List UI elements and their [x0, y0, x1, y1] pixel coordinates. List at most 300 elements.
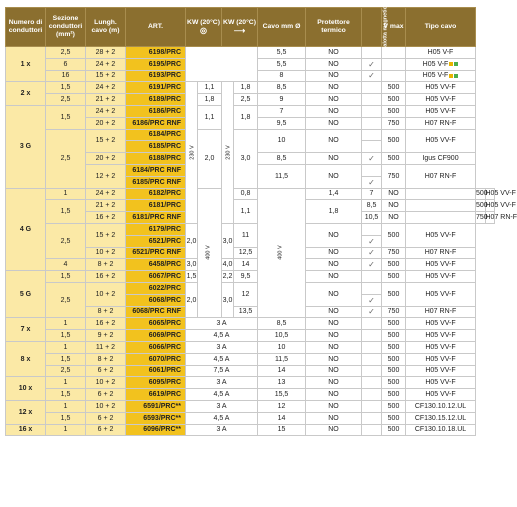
cell-lungh: 10 + 2 — [86, 247, 126, 259]
cell-v: 500 — [382, 105, 406, 117]
cell-cavo: 5,5 — [258, 58, 306, 70]
cell-sezione: 1,5 — [46, 200, 86, 224]
cell-cavo: 8 — [258, 70, 306, 82]
cell-tipo: H05 VV-F — [406, 341, 476, 353]
cell-prot: NO — [306, 129, 362, 153]
cell-v: 500 — [382, 412, 406, 424]
group-label: 3 G — [6, 105, 46, 188]
cell-cavo: 8,5 — [362, 200, 382, 212]
cell-cal — [362, 223, 382, 235]
cell-art: 6521/PRC — [126, 235, 186, 247]
cell-prot: NO — [382, 200, 406, 212]
cell-art: 6181/PRC RNF — [126, 212, 186, 224]
cell-ampere: 3 A — [186, 400, 258, 412]
cell-v: 500 — [382, 259, 406, 271]
header-numero: Numero di conduttori — [6, 8, 46, 47]
cell-v: 750 — [382, 306, 406, 318]
cell-lungh: 6 + 2 — [86, 389, 126, 401]
cell-cavo: 12,5 — [234, 247, 258, 259]
cell-sezione: 2,5 — [46, 47, 86, 59]
cell-sezione: 1 — [46, 188, 86, 200]
cell-cavo: 12 — [258, 400, 306, 412]
table-row — [6, 223, 495, 235]
cell-tipo: H05 VV-F — [406, 271, 476, 283]
cell-cal — [362, 94, 382, 106]
cell-cal — [362, 341, 382, 353]
table-row — [6, 400, 495, 412]
group-label: 16 x — [6, 424, 46, 436]
cell-lungh: 9 + 2 — [86, 330, 126, 342]
cell-sezione: 1 — [46, 377, 86, 389]
cell-cavo: 7 — [362, 188, 382, 200]
cell-art: 6067/PRC — [126, 271, 186, 283]
voltage-230-a — [186, 82, 198, 224]
cell-sezione: 2,5 — [46, 223, 86, 258]
cell-lungh: 16 + 2 — [86, 271, 126, 283]
table-row — [6, 330, 495, 342]
cell-cal: ✓ — [362, 247, 382, 259]
header-kw2 — [222, 8, 258, 47]
cell-art: 6619/PRC — [126, 389, 186, 401]
cell-art: 6186/PRC RNF — [126, 117, 186, 129]
cell-kw1: 2,0 — [198, 129, 222, 188]
voltage-400-b — [258, 188, 306, 318]
cell-prot: NO — [306, 223, 362, 247]
group-label: 2 x — [6, 82, 46, 106]
voltage-230-b-label: 230 V — [225, 145, 232, 160]
cell-cal — [362, 129, 382, 141]
cell-art: 6185/PRC RNF — [126, 176, 186, 188]
cell-art: 6521/PRC RNF — [126, 247, 186, 259]
cell-kw2: 1,8 — [234, 105, 258, 129]
cell-tipo: H05 VV-F — [406, 389, 476, 401]
cell-sezione: 1 — [46, 318, 86, 330]
cell-cal — [362, 412, 382, 424]
cell-v: 500 — [382, 389, 406, 401]
cell-cavo: 8,5 — [258, 82, 306, 94]
table-row — [6, 105, 495, 117]
cell-art: 6184/PRC — [126, 129, 186, 141]
group-label: 5 G — [6, 271, 46, 318]
cell-kw2: 2,5 — [234, 94, 258, 106]
cell-lungh: 16 + 2 — [86, 318, 126, 330]
cell-sezione: 2,5 — [46, 94, 86, 106]
yellow-square-icon — [449, 62, 453, 66]
cell-tipo: H05 VV-F — [406, 330, 476, 342]
cell-tipo — [406, 58, 476, 70]
cell-cavo: 14 — [258, 412, 306, 424]
cell-art: 6182/PRC — [126, 188, 186, 200]
yellow-square-icon — [449, 74, 453, 78]
cell-tipo: H05 VV-F — [485, 188, 495, 200]
cell-lungh: 20 + 2 — [86, 153, 126, 165]
table-row — [6, 377, 495, 389]
cell-art: 6096/PRC** — [126, 424, 186, 436]
cell-art: 6179/PRC — [126, 223, 186, 235]
cell-sezione: 1,5 — [46, 353, 86, 365]
header-kw2-label: KW (20°C) — [223, 18, 256, 26]
cell-v: 500 — [382, 400, 406, 412]
cell-cavo: 15,5 — [258, 389, 306, 401]
cell-cal — [406, 188, 476, 200]
cell-kw2: 3,0 — [222, 282, 234, 317]
header-kw1 — [186, 8, 222, 47]
cell-kw1: 3,0 — [186, 259, 198, 271]
cell-tipo: H05 VV-F — [406, 94, 476, 106]
table-row — [6, 365, 495, 377]
cell-tipo — [406, 47, 476, 59]
cell-sezione: 1,5 — [46, 330, 86, 342]
cell-tipo: H07 RN-F — [406, 117, 476, 129]
cell-prot: NO — [306, 424, 362, 436]
header-calotta-label: Calotta magnetica — [382, 3, 389, 51]
cell-cal — [362, 282, 382, 294]
cell-sezione: 1,5 — [46, 105, 86, 129]
cell-kw1: 1,5 — [186, 271, 198, 283]
cell-art: 6198/PRC — [126, 47, 186, 59]
cell-art: 6191/PRC — [126, 82, 186, 94]
green-square-icon — [454, 62, 458, 66]
cell-sezione: 1,5 — [46, 82, 86, 94]
cell-cal: ✓ — [362, 259, 382, 271]
header-kw1-label: KW (20°C) — [187, 18, 220, 26]
cell-cavo: 11,5 — [258, 353, 306, 365]
table-row — [6, 341, 495, 353]
cell-cavo: 14 — [234, 259, 258, 271]
header-tipo: Tipo cavo — [406, 8, 476, 47]
header-art: ART. — [126, 8, 186, 47]
cell-cal — [362, 82, 382, 94]
cell-v: 750 — [382, 117, 406, 129]
cell-kw2: 2,2 — [222, 271, 234, 283]
cell-v: 500 — [382, 377, 406, 389]
cell-lungh: 24 + 2 — [86, 188, 126, 200]
cell-cal: ✓ — [362, 58, 382, 70]
cell-cavo: 8,5 — [258, 153, 306, 165]
cell-prot: NO — [306, 412, 362, 424]
cell-art: 6069/PRC — [126, 330, 186, 342]
cell-tipo: H05 VV-F — [406, 377, 476, 389]
cell-ampere: 3 A — [186, 341, 258, 353]
cell-art: 6189/PRC — [126, 94, 186, 106]
cell-art: 6095/PRC — [126, 377, 186, 389]
cell-sezione: 4 — [46, 259, 86, 271]
cell-lungh: 21 + 2 — [86, 94, 126, 106]
cell-cal — [362, 353, 382, 365]
cell-v: 500 — [382, 341, 406, 353]
header-sezione: Sezione conduttori (mm²) — [46, 8, 86, 47]
cell-cal — [362, 318, 382, 330]
table-row — [6, 188, 495, 200]
cell-cavo: 10 — [258, 129, 306, 153]
cell-sezione: 1 — [46, 424, 86, 436]
cell-cavo: 9 — [258, 94, 306, 106]
voltage-400-a — [198, 188, 222, 318]
header-cavo: Cavo mm Ø — [258, 8, 306, 47]
group-label: 4 G — [6, 188, 46, 271]
cell-tipo: H05 VV-F — [406, 259, 476, 271]
cell-prot: NO — [306, 306, 362, 318]
cell-prot: NO — [306, 318, 362, 330]
cell-art: 6185/PRC — [126, 141, 186, 153]
cell-cal — [362, 400, 382, 412]
cell-cal — [362, 271, 382, 283]
table-row — [6, 271, 495, 283]
cell-art: 6068/PRC RNF — [126, 306, 186, 318]
cell-ampere: 3 A — [186, 318, 258, 330]
cell-lungh: 8 + 2 — [86, 259, 126, 271]
cell-tipo: H05 VV-F — [406, 353, 476, 365]
voltage-230-a-label: 230 V — [189, 145, 196, 160]
cell-lungh: 10 + 2 — [86, 282, 126, 306]
cell-tipo: CF130.10.18.UL — [406, 424, 476, 436]
cell-kw1: 0,8 — [234, 188, 258, 200]
cell-art: 6195/PRC — [126, 58, 186, 70]
straight-heater-icon: ⟶ — [233, 25, 246, 35]
cell-art: 6181/PRC — [126, 200, 186, 212]
cell-v: 500 — [476, 200, 486, 212]
cell-art: 6188/PRC — [126, 153, 186, 165]
cell-cavo: 15 — [258, 424, 306, 436]
cell-kw1: 1,1 — [234, 200, 258, 224]
cell-sezione: 1 — [46, 400, 86, 412]
header-row — [6, 8, 495, 47]
cell-cal: ✓ — [362, 235, 382, 247]
cell-cal — [362, 141, 382, 153]
cell-art: 6193/PRC — [126, 70, 186, 82]
cell-cavo: 14 — [258, 365, 306, 377]
cell-tipo: H05 VV-F — [406, 82, 476, 94]
cell-tipo: H05 VV-F — [406, 223, 476, 247]
cell-lungh: 10 + 2 — [86, 400, 126, 412]
header-protettore: Protettore termico — [306, 8, 362, 47]
cell-art: 6184/PRC RNF — [126, 164, 186, 176]
table-row — [6, 353, 495, 365]
cell-sezione: 1 — [46, 341, 86, 353]
cell-cavo: 10,5 — [258, 330, 306, 342]
cell-cal — [362, 164, 382, 176]
cell-lungh: 15 + 2 — [86, 129, 126, 153]
table-row — [6, 389, 495, 401]
table-row — [6, 47, 495, 59]
cell-prot: NO — [306, 94, 362, 106]
cell-lungh: 15 + 2 — [86, 70, 126, 82]
cell-lungh: 12 + 2 — [86, 164, 126, 188]
cell-kw1: 2,0 — [186, 282, 198, 317]
cell-kw2: 1,4 — [306, 188, 362, 200]
cell-prot: NO — [306, 259, 362, 271]
cell-kw-empty — [186, 47, 258, 82]
cell-prot: NO — [306, 282, 362, 306]
cell-lungh: 11 + 2 — [86, 341, 126, 353]
cell-prot: NO — [306, 353, 362, 365]
header-vmax: V max — [382, 8, 406, 47]
cell-prot: NO — [306, 271, 362, 283]
cell-prot: NO — [306, 82, 362, 94]
cell-ampere: 3 A — [186, 377, 258, 389]
cell-cavo: 10 — [258, 341, 306, 353]
voltage-400-b-label: 400 V — [278, 245, 284, 261]
table-row — [6, 82, 495, 94]
cell-cal — [362, 389, 382, 401]
cell-cal: ✓ — [362, 306, 382, 318]
cell-sezione: 2,5 — [46, 365, 86, 377]
cell-kw2: 3,0 — [234, 129, 258, 188]
cell-sezione: 16 — [46, 70, 86, 82]
group-label: 1 x — [6, 47, 46, 82]
group-label: 12 x — [6, 400, 46, 424]
cell-art: 6061/PRC — [126, 365, 186, 377]
table-row — [6, 200, 495, 212]
cell-prot: NO — [306, 164, 362, 188]
cell-v: 500 — [382, 365, 406, 377]
cell-v: 750 — [382, 247, 406, 259]
cell-tipo: H05 VV-F — [406, 365, 476, 377]
cell-tipo: H05 VV-F — [406, 105, 476, 117]
voltage-400-a-label: 400 V — [206, 245, 212, 261]
cell-sezione: 6 — [46, 58, 86, 70]
cell-lungh: 20 + 2 — [86, 117, 126, 129]
cell-cal — [362, 424, 382, 436]
cell-tipo: H05 VV-F — [406, 318, 476, 330]
cell-prot: NO — [306, 58, 362, 70]
cell-cal — [362, 105, 382, 117]
cell-cal — [362, 365, 382, 377]
table-row — [6, 94, 495, 106]
cell-prot: NO — [382, 212, 406, 224]
table-row — [6, 412, 495, 424]
cell-tipo-text: H05 V-F — [422, 60, 449, 68]
cell-cavo: 7 — [258, 105, 306, 117]
table-row — [6, 259, 495, 271]
cell-cal: ✓ — [362, 70, 382, 82]
cell-prot: NO — [382, 188, 406, 200]
cell-kw1: 1,1 — [198, 105, 222, 129]
cell-cavo: 10,5 — [362, 212, 382, 224]
green-square-icon — [454, 74, 458, 78]
cell-tipo-text: H05 V-F — [422, 72, 449, 80]
cell-cal: ✓ — [362, 153, 382, 165]
cell-tipo: H05 VV-F — [406, 282, 476, 306]
cell-cal — [362, 47, 382, 59]
cell-lungh: 15 + 2 — [86, 223, 126, 247]
cell-v: 500 — [476, 188, 486, 200]
cell-ampere: 4,5 A — [186, 389, 258, 401]
cell-art: 6186/PRC — [126, 105, 186, 117]
cell-tipo: H07 RN-F — [406, 247, 476, 259]
cell-ampere: 4,5 A — [186, 353, 258, 365]
cell-prot: NO — [306, 389, 362, 401]
table-row — [6, 424, 495, 436]
cell-lungh: 6 + 2 — [86, 365, 126, 377]
group-label: 7 x — [6, 318, 46, 342]
cell-lungh: 8 + 2 — [86, 353, 126, 365]
cell-lungh: 6 + 2 — [86, 424, 126, 436]
cell-lungh: 24 + 2 — [86, 58, 126, 70]
cell-kw2: 4,0 — [222, 259, 234, 271]
cell-cal: ✓ — [362, 294, 382, 306]
cell-v — [382, 70, 406, 82]
cell-lungh: 21 + 2 — [86, 200, 126, 212]
cell-v: 500 — [382, 129, 406, 153]
cell-ampere: 4,5 A — [186, 412, 258, 424]
cell-v: 500 — [382, 318, 406, 330]
cell-lungh: 8 + 2 — [86, 306, 126, 318]
cell-tipo: H05 VV-F — [406, 129, 476, 153]
cell-v: 500 — [382, 82, 406, 94]
cell-cavo: 13 — [258, 377, 306, 389]
cell-cal — [362, 377, 382, 389]
cell-sezione: 1,5 — [46, 412, 86, 424]
cell-v — [382, 58, 406, 70]
cell-art: 6070/PRC — [126, 353, 186, 365]
cell-prot: NO — [306, 400, 362, 412]
cell-sezione: 2,5 — [46, 282, 86, 317]
cell-prot: NO — [306, 153, 362, 165]
cell-art: 6022/PRC — [126, 282, 186, 294]
cell-art: 6065/PRC — [126, 318, 186, 330]
cell-lungh: 28 + 2 — [86, 47, 126, 59]
cell-cal — [406, 212, 476, 224]
cell-v: 750 — [476, 212, 486, 224]
cell-cal: ✓ — [362, 176, 382, 188]
cell-tipo-text: H05 V-F — [427, 48, 454, 56]
cell-ampere: 3 A — [186, 424, 258, 436]
cell-v: 500 — [382, 330, 406, 342]
cell-v: 500 — [382, 271, 406, 283]
cell-sezione: 1,5 — [46, 389, 86, 401]
cell-tipo: CF130.10.12.UL — [406, 400, 476, 412]
cell-prot: NO — [306, 70, 362, 82]
header-calotta — [362, 3, 389, 51]
cell-kw2: 3,0 — [222, 223, 234, 258]
cell-prot: NO — [306, 365, 362, 377]
cell-cal — [406, 200, 476, 212]
cell-cavo: 12 — [234, 282, 258, 306]
cell-sezione: 2,5 — [46, 129, 86, 188]
cell-lungh: 10 + 2 — [86, 377, 126, 389]
table-row — [6, 282, 495, 294]
group-label: 8 x — [6, 341, 46, 376]
cell-cavo: 9,5 — [234, 271, 258, 283]
cell-cavo: 8,5 — [258, 318, 306, 330]
header-lungh: Lungh. cavo (m) — [86, 8, 126, 47]
cell-cavo: 9,5 — [258, 117, 306, 129]
cell-tipo — [406, 70, 476, 82]
cell-kw2: 1,8 — [306, 200, 362, 224]
cell-tipo: H07 RN-F — [406, 164, 476, 188]
cell-prot: NO — [306, 247, 362, 259]
table-row — [6, 318, 495, 330]
cell-kw1: 2,0 — [186, 223, 198, 258]
cell-ampere: 7,5 A — [186, 365, 258, 377]
cell-v: 500 — [382, 282, 406, 306]
cell-prot: NO — [306, 341, 362, 353]
cell-ampere: 4,5 A — [186, 330, 258, 342]
cell-prot: NO — [306, 105, 362, 117]
cell-v: 500 — [382, 94, 406, 106]
cell-cavo: 5,5 — [258, 47, 306, 59]
cell-v: 500 — [382, 223, 406, 247]
cell-art: 6458/PRC — [126, 259, 186, 271]
cell-art: 6591/PRC** — [126, 400, 186, 412]
coil-icon: ◎ — [200, 25, 207, 35]
cell-cavo: 11,5 — [258, 164, 306, 188]
cell-tipo: CF130.15.12.UL — [406, 412, 476, 424]
table-row — [6, 129, 495, 141]
cell-art: 6066/PRC — [126, 341, 186, 353]
cell-v: 500 — [382, 424, 406, 436]
